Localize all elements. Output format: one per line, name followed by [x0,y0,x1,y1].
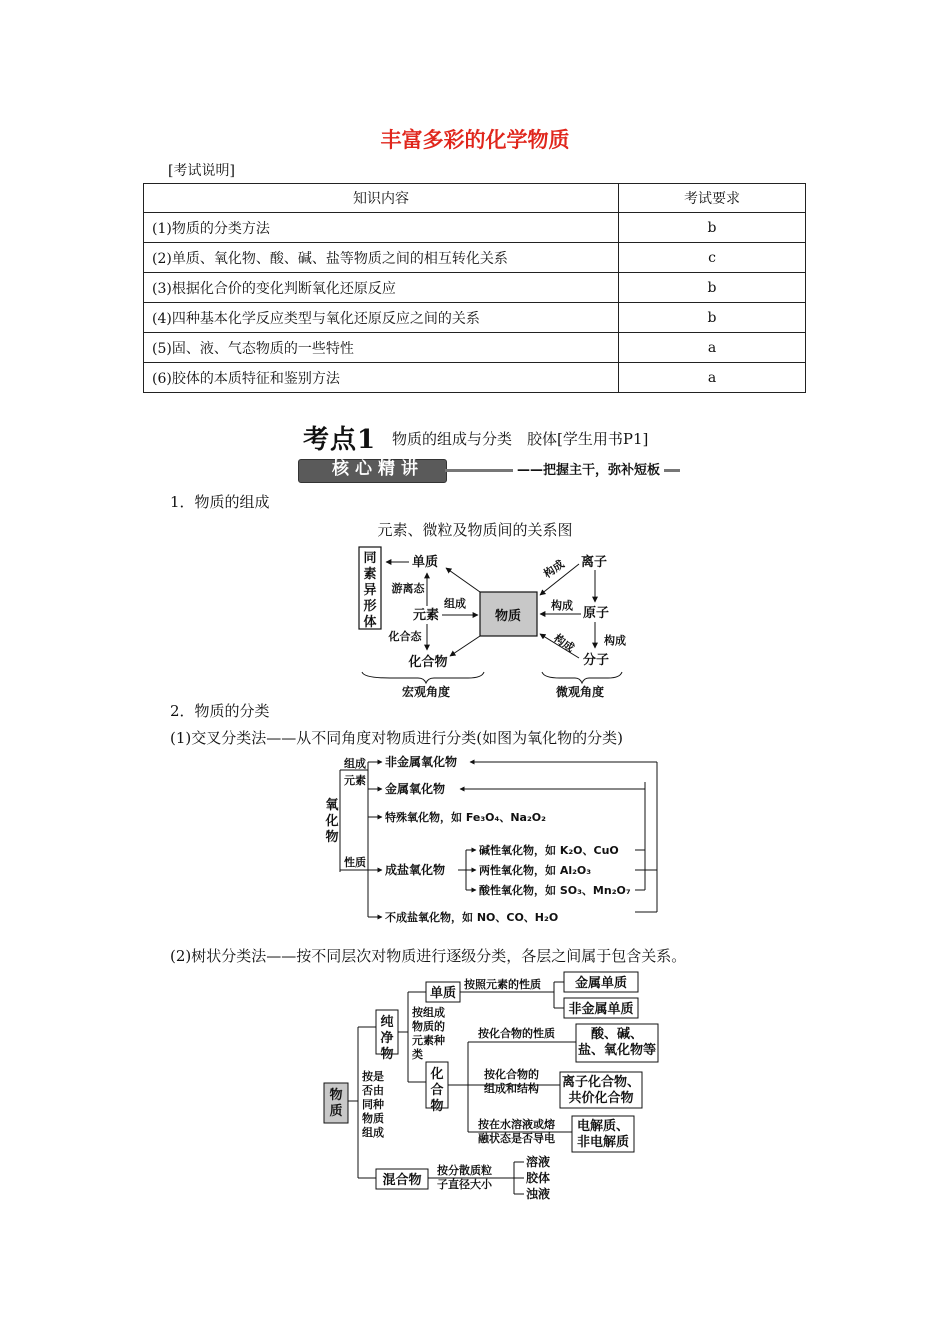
chunjingwu-node: 纯净物 [380,1015,394,1062]
huahetai-label: 化合态 [388,630,422,643]
yuanzi-node: 原子 [582,606,610,621]
brace [362,672,484,683]
table-row [144,243,806,273]
section-heading: 2．物质的分类 [170,702,270,720]
section-heading: 1．物质的组成 [170,493,270,511]
exam-description-label: [考试说明] [168,163,235,179]
table-row [144,213,806,243]
rongye-node: 溶液 [526,1155,551,1169]
fenzi-node: 分子 [582,653,610,668]
danzhi-node: 单质 [429,986,457,1001]
oxide-root: 氧化物 [325,798,339,845]
suanxing-oxide: 酸性氧化物，如 SO₃、Mn₂O₇ [479,884,631,897]
hunhewu-node: 混合物 [382,1173,422,1188]
table-cell: a [619,363,806,393]
zucheng-label: 组成 [344,757,366,770]
table-cell: b [619,213,806,243]
youlitai-label: 游离态 [391,582,425,595]
table-cell: a [619,333,806,363]
paragraph: (1)交叉分类法——从不同角度对物质进行分类(如图为氧化物的分类) [170,729,623,747]
jiaoti-node: 胶体 [526,1171,551,1185]
weiguan-label: 微观角度 [555,685,605,699]
table-row [144,363,806,393]
table-header: 考试要求 [619,184,806,213]
suanjianyan-node: 酸、碱、盐、氧化物等 [577,1027,657,1058]
kaodian-title: 物质的组成与分类 胶体[学生用书P1] [392,430,649,448]
criterion-prop: 按化合物的性质 [478,1027,555,1040]
huahewu-node: 化合物 [408,655,448,670]
exam-requirements-table [143,183,806,393]
arrow [450,636,480,656]
goucheng-label: 构成 [541,557,567,581]
criterion-mix: 按分散质粒子直径大小 [437,1164,492,1191]
table-cell: (5)固、液、气态物质的一些特性 [144,333,619,363]
table-cell: (2)单质、氧化物、酸、碱、盐等物质之间的相互转化关系 [144,243,619,273]
jianxing-oxide: 碱性氧化物，如 K₂O、CuO [479,844,619,857]
xingzhi-label: 性质 [344,856,366,869]
paragraph: (2)树状分类法——按不同层次对物质进行逐级分类，各层之间属于包含关系。 [170,947,687,965]
oxide-cross-diagram [320,752,665,942]
kaodian-number: 考点1 [303,425,377,455]
table-row [144,333,806,363]
jinshu-oxide: 金属氧化物 [385,782,446,796]
diagram-caption: 元素、微粒及物质间的关系图 [377,521,573,539]
brace [542,672,622,683]
lizi-node: 离子 [580,555,608,570]
criterion-pure: 按组成物质的元素种类 [412,1006,445,1061]
table-cell: (1)物质的分类方法 [144,213,619,243]
yuansu-label: 元素 [344,774,366,787]
huahewu-node: 化合物 [430,1067,444,1114]
wuzhi-root: 物质 [329,1088,343,1119]
yuansu-node: 元素 [412,608,440,623]
jinshu-danzhi: 金属单质 [574,976,628,991]
hongguan-label: 宏观角度 [401,685,451,699]
table-cell: (6)胶体的本质特征和鉴别方法 [144,363,619,393]
feijinshu-danzhi: 非金属单质 [568,1002,634,1017]
criterion-danzhi: 按照元素的性质 [464,978,541,991]
danzhi-node: 单质 [411,555,439,570]
table-header: 知识内容 [144,184,619,213]
teshu-oxide: 特殊氧化物，如 Fe₃O₄、Na₂O₂ [385,811,546,824]
goucheng-label: 构成 [604,634,626,647]
allotrope-label: 同素异形体 [363,551,377,630]
table-cell: (4)四种基本化学反应类型与氧化还原反应之间的关系 [144,303,619,333]
page-title: 丰富多彩的化学物质 [380,128,570,152]
banner-main: 核心精讲 [332,459,424,479]
banner-sub: ——把握主干，弥补短板 [513,459,664,478]
table-row [144,303,806,333]
table-row [144,273,806,303]
wuzhi-node: 物质 [494,609,522,624]
zhuoye-node: 浊液 [526,1187,551,1201]
composition-diagram [350,540,640,700]
dianjiezhi-node: 电解质、非电解质 [576,1119,630,1150]
chengyan-oxide: 成盐氧化物 [385,863,446,877]
arrow [446,568,480,592]
table-cell: b [619,303,806,333]
table-cell: (3)根据化合价的变化判断氧化还原反应 [144,273,619,303]
tree-classification-diagram [318,970,668,1210]
criterion-struct: 按化合物的组成和结构 [484,1068,539,1095]
buchengyan-oxide: 不成盐氧化物，如 NO、CO、H₂O [385,911,559,924]
zucheng-label: 组成 [444,597,466,610]
criterion-dian: 按在水溶液或熔融状态是否导电 [478,1118,555,1145]
lizi-gongjia-node: 离子化合物、共价化合物 [561,1075,641,1106]
criterion-root: 按是否由同种物质组成 [362,1070,384,1139]
table-cell: c [619,243,806,273]
feijinshu-oxide: 非金属氧化物 [385,755,458,769]
table-cell: b [619,273,806,303]
liangxing-oxide: 两性氧化物，如 Al₂O₃ [479,864,592,877]
table-header-row [144,184,806,213]
goucheng-label: 构成 [551,631,577,655]
core-banner [298,457,684,483]
goucheng-label: 构成 [551,599,573,612]
